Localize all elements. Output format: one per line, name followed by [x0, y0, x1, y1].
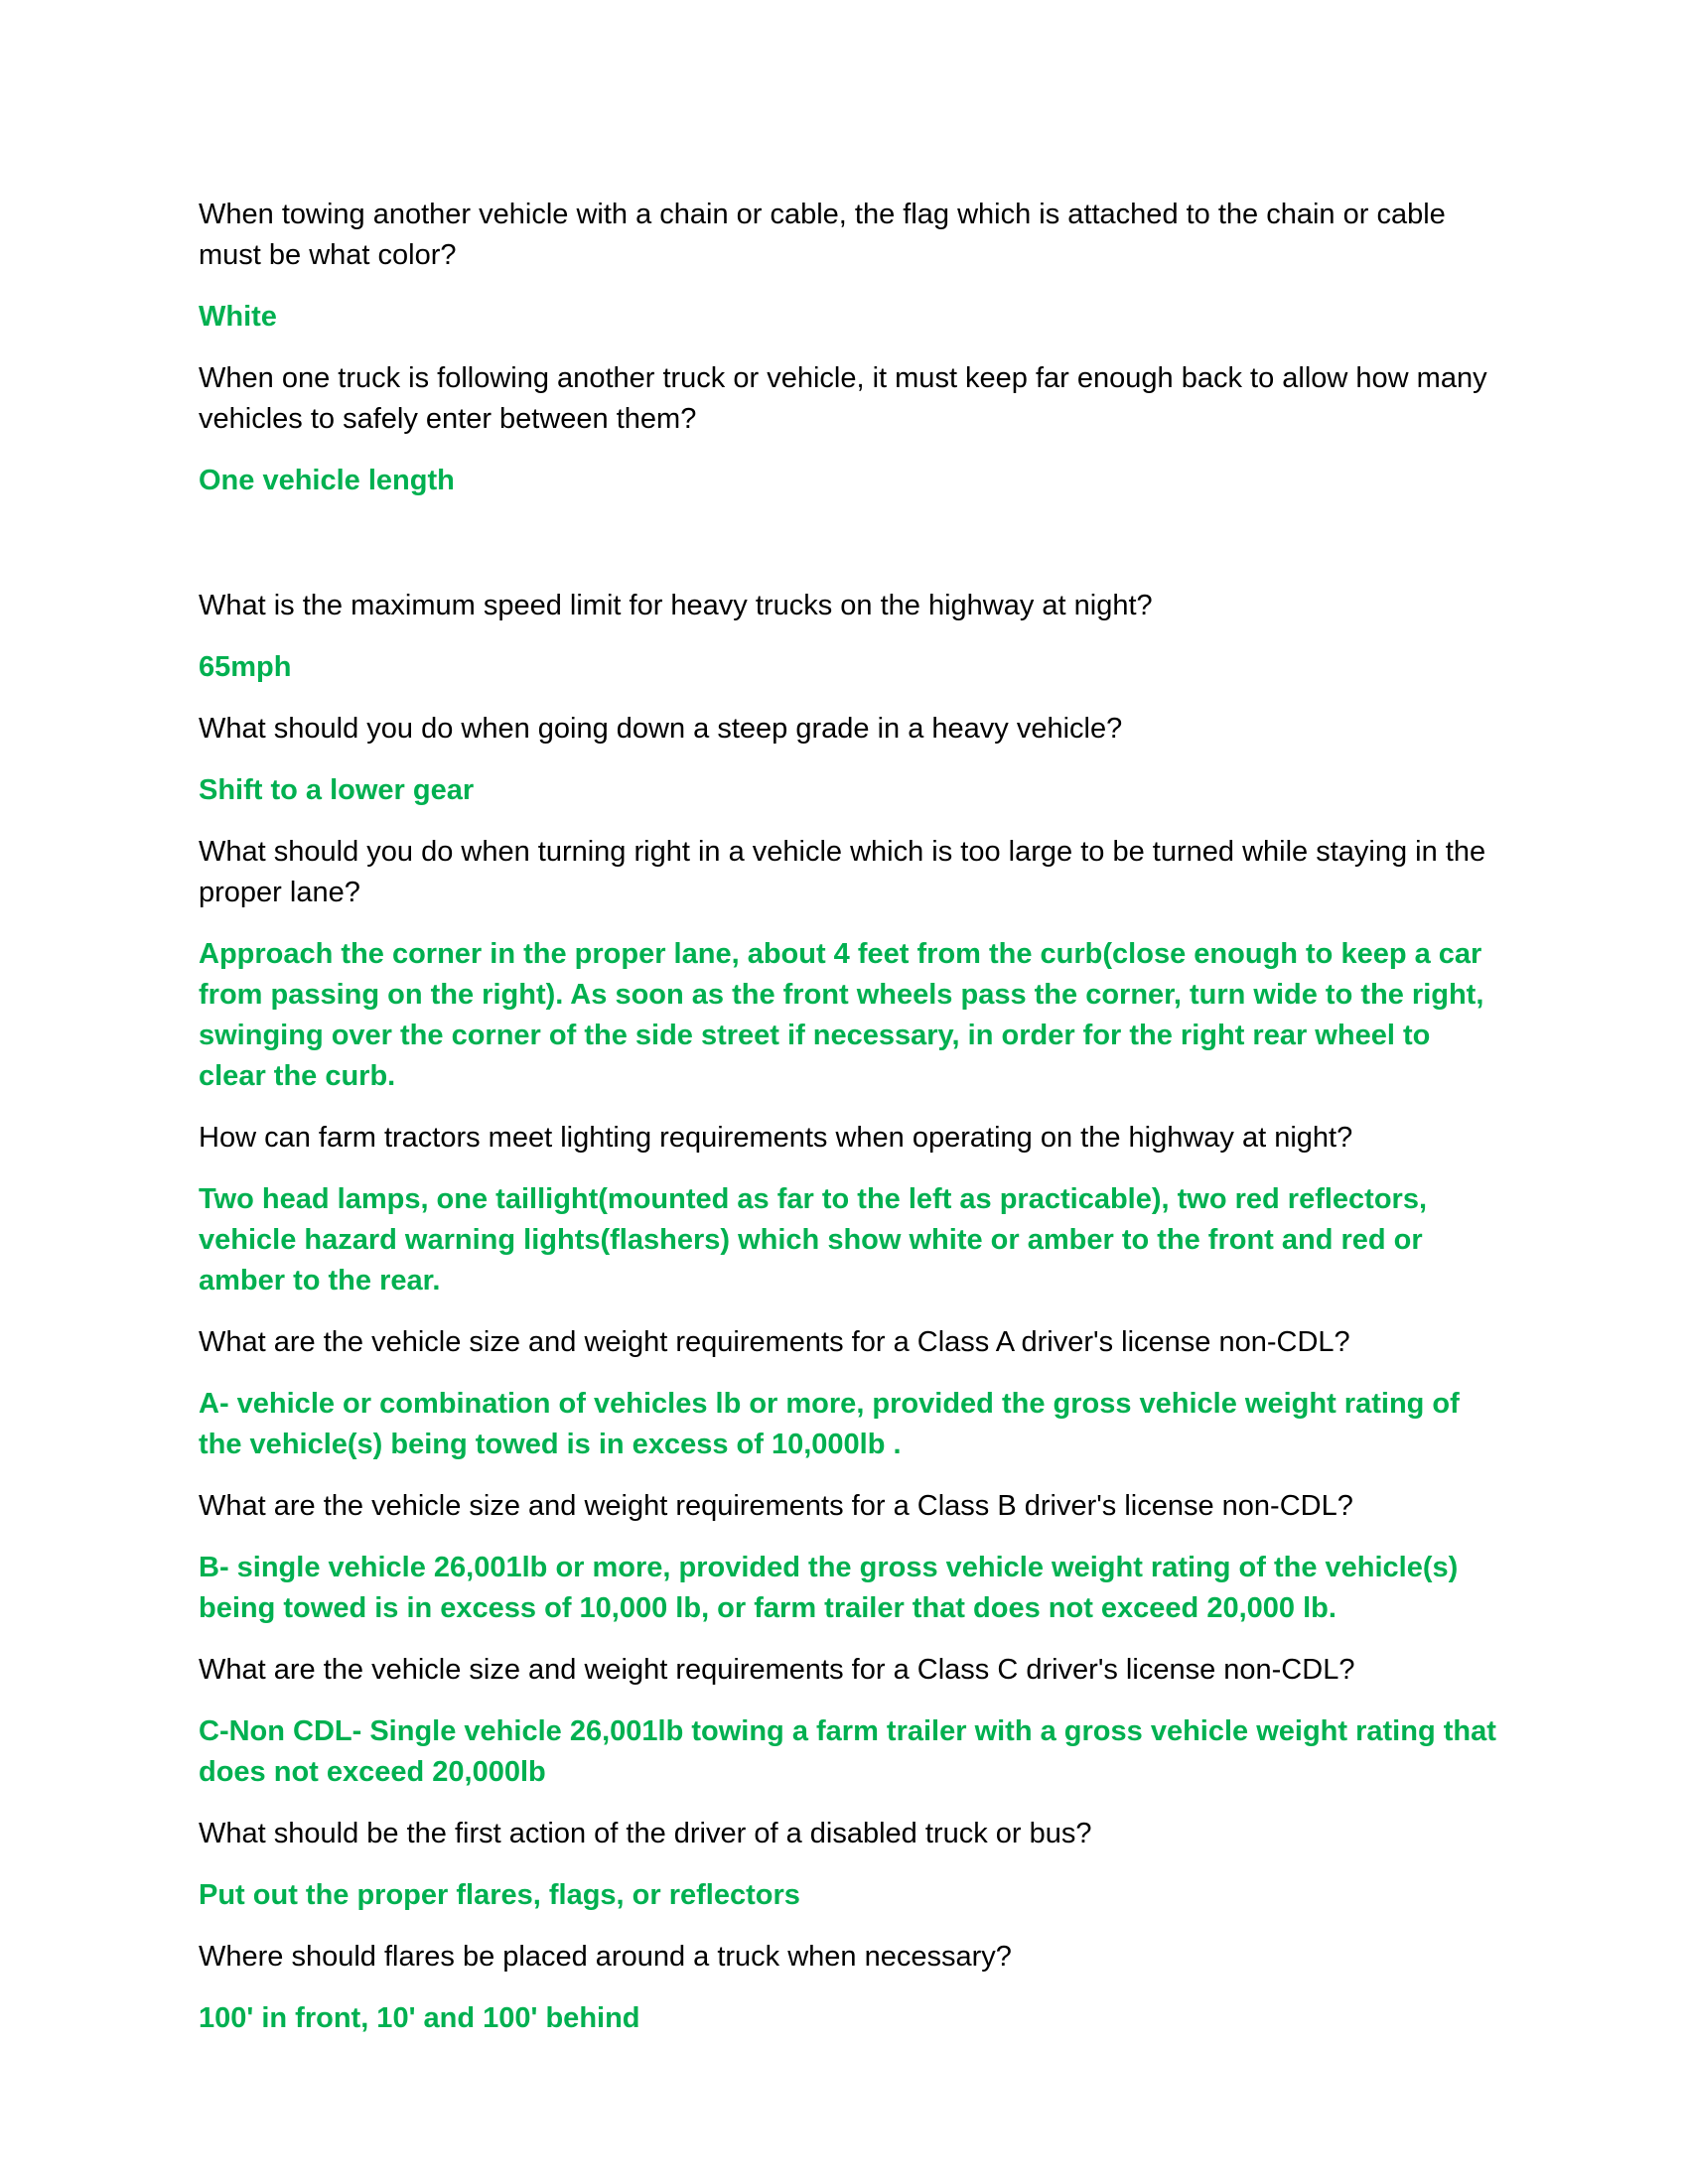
question-text: When towing another vehicle with a chain or cable, the flag which is attached to the chain or cable must be what color?	[199, 199, 1446, 271]
question-text: Where should flares be placed around a truck when necessary?	[199, 1941, 1012, 1973]
answer-text: Two head lamps, one taillight(mounted as far to the left as practicable), two red reflectors, vehicle hazard warning lights(flashers) which show white or amber to the front and red or amber to the rear.	[199, 1183, 1428, 1297]
question-text: When one truck is following another truck or vehicle, it must keep far enough back to allow how many vehicles to safely enter between them?	[199, 362, 1487, 435]
question-text: What should you do when turning right in a vehicle which is too large to be turned while staying in the proper lane?	[199, 836, 1486, 908]
answer-text: White	[199, 301, 277, 333]
blank-spacer	[199, 522, 1499, 586]
answer-text: Put out the proper flares, flags, or reflectors	[199, 1879, 800, 1911]
answer-text: A- vehicle or combination of vehicles lb or more, provided the gross vehicle weight rating of the vehicle(s) being towed is in excess of 10,000lb .	[199, 1388, 1460, 1460]
question-text: How can farm tractors meet lighting requirements when operating on the highway at night?	[199, 1122, 1353, 1154]
question-text: What are the vehicle size and weight requirements for a Class A driver's license non-CDL?	[199, 1326, 1350, 1358]
document-page	[199, 195, 1499, 2060]
answer-text: C-Non CDL- Single vehicle 26,001lb towing a farm trailer with a gross vehicle weight rating that does not exceed 20,000lb	[199, 1715, 1496, 1788]
answer-text: B- single vehicle 26,001lb or more, provided the gross vehicle weight rating of the vehicle(s) being towed is in excess of 10,000 lb, or farm trailer that does not exceed 20,000 lb.	[199, 1552, 1459, 1624]
question-text: What is the maximum speed limit for heavy trucks on the highway at night?	[199, 590, 1153, 621]
question-text: What are the vehicle size and weight requirements for a Class B driver's license non-CDL?	[199, 1490, 1353, 1522]
answer-text: Shift to a lower gear	[199, 774, 475, 806]
answer-text: 65mph	[199, 651, 292, 683]
question-text: What should you do when going down a steep grade in a heavy vehicle?	[199, 713, 1123, 745]
answer-text: 100' in front, 10' and 100' behind	[199, 2002, 640, 2034]
question-text: What should be the first action of the driver of a disabled truck or bus?	[199, 1818, 1092, 1849]
question-text: What are the vehicle size and weight requirements for a Class C driver's license non-CDL?	[199, 1654, 1355, 1686]
answer-text: One vehicle length	[199, 465, 455, 496]
answer-text: Approach the corner in the proper lane, about 4 feet from the curb(close enough to keep a car from passing on the right). As soon as the front wheels pass the corner, turn wide to the right, swinging over the corner of the side street if necessary, in order for the right rear wheel to clear the curb.	[199, 938, 1484, 1092]
